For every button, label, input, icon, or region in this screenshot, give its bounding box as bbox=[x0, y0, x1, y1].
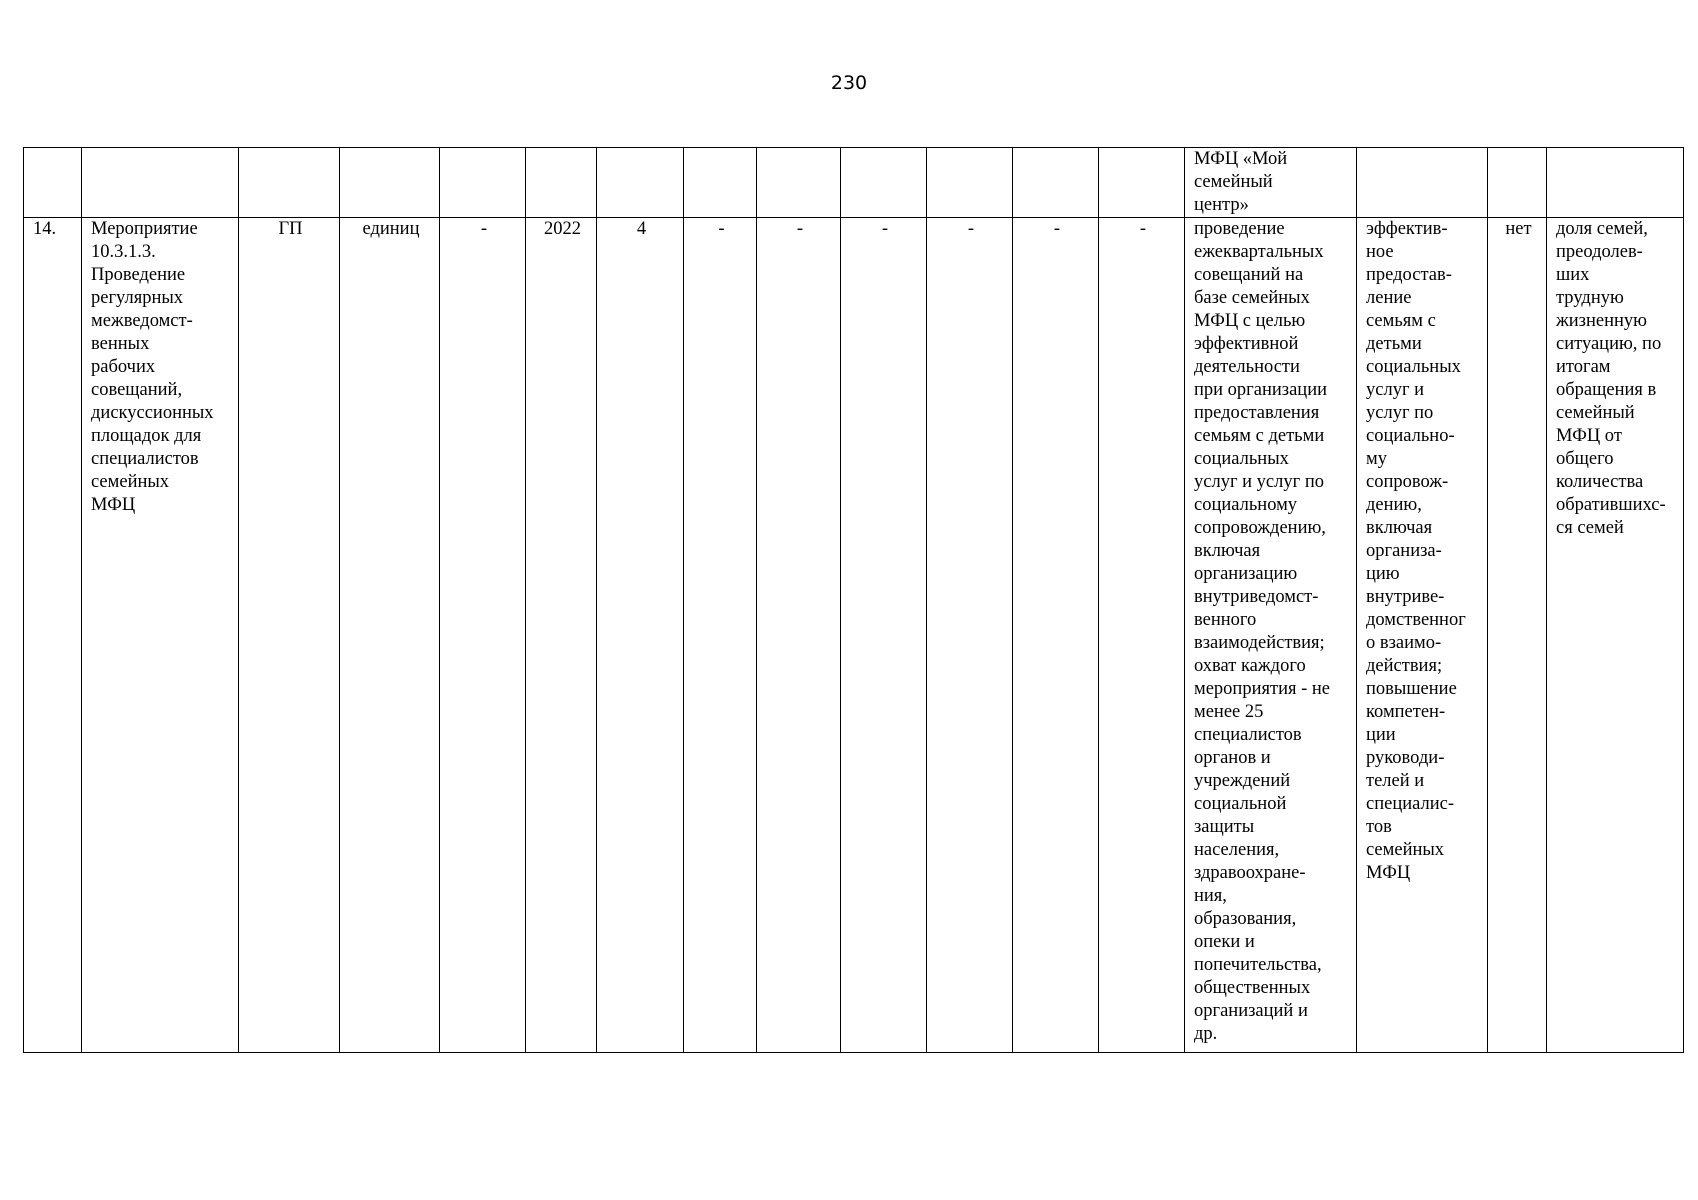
empty-cell bbox=[1488, 148, 1547, 218]
empty-cell bbox=[597, 148, 684, 218]
value-cell-2026: - bbox=[927, 218, 1013, 1053]
empty-cell bbox=[1357, 148, 1488, 218]
empty-cell bbox=[24, 148, 82, 218]
effect-cell: эффектив- ное предостав- ление семьям с детьми социальных услуг и услуг по социально- му сопровож- дению, включая организа- цию внутриве- домственног о взаимо- действия; повышение компетен- ции руководи- телей и специалис- тов семейных МФЦ bbox=[1357, 218, 1488, 1053]
measure-name-cell: Мероприятие 10.3.1.3. Проведение регулярных межведомст- венных рабочих совещаний, дискуссионных площадок для специалистов семейных МФЦ bbox=[82, 218, 239, 1053]
flag-cell: нет bbox=[1488, 218, 1547, 1053]
empty-cell bbox=[239, 148, 340, 218]
empty-cell bbox=[440, 148, 526, 218]
unit-cell: единиц bbox=[340, 218, 440, 1053]
year-cell: 2022 bbox=[526, 218, 597, 1053]
measures-table bbox=[23, 147, 1684, 1053]
continued-description-cell: МФЦ «Мой семейный центр» bbox=[1185, 148, 1357, 218]
description-cell: проведение ежеквартальных совещаний на базе семейных МФЦ с целью эффективной деятельности при организации предоставления семьям с детьми социальных услуг и услуг по социальному сопровождению, включая организацию внутриведомст- венного взаимодействия; охват каждого мероприятия - не менее 25 специалистов органов и учреждений социальной защиты населения, здравоохране- ния, образования, опеки и попечительства, общественных организаций и др. bbox=[1185, 218, 1357, 1053]
value-cell-2022: 4 bbox=[597, 218, 684, 1053]
empty-cell bbox=[340, 148, 440, 218]
value-cell-2024: - bbox=[757, 218, 841, 1053]
table-row bbox=[24, 218, 1684, 1053]
page-number: 230 bbox=[830, 72, 868, 94]
empty-cell bbox=[526, 148, 597, 218]
row-number-cell: 14. bbox=[24, 218, 82, 1053]
empty-cell bbox=[1099, 148, 1185, 218]
empty-cell bbox=[841, 148, 927, 218]
value-cell-2023: - bbox=[684, 218, 757, 1053]
indicator-cell: доля семей, преодолев- ших трудную жизненную ситуацию, по итогам обращения в семейный МФЦ от общего количества обратившихс- ся семей bbox=[1547, 218, 1684, 1053]
empty-cell bbox=[1547, 148, 1684, 218]
empty-cell bbox=[1013, 148, 1099, 218]
value-cell-2025: - bbox=[841, 218, 927, 1053]
program-type-cell: ГП bbox=[239, 218, 340, 1053]
continuation-row bbox=[24, 148, 1684, 218]
empty-cell bbox=[684, 148, 757, 218]
value-cell-2027: - bbox=[1013, 218, 1099, 1053]
empty-cell bbox=[82, 148, 239, 218]
base-value-cell: - bbox=[440, 218, 526, 1053]
empty-cell bbox=[757, 148, 841, 218]
value-cell-2028: - bbox=[1099, 218, 1185, 1053]
empty-cell bbox=[927, 148, 1013, 218]
